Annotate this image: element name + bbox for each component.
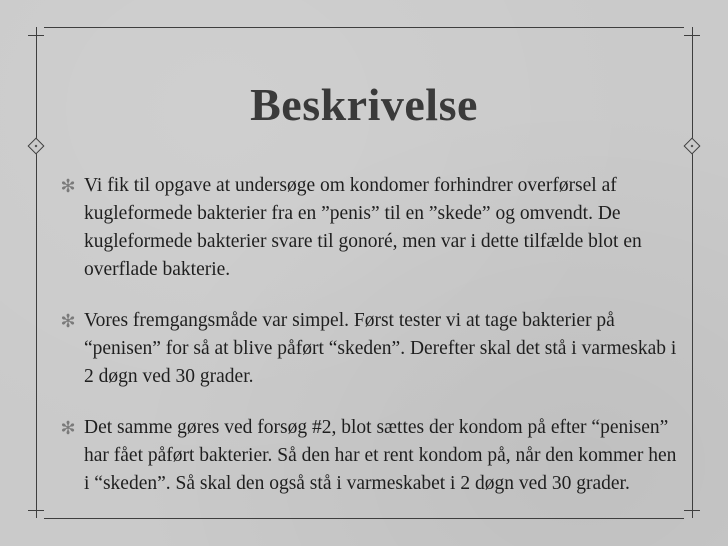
bullet-list [58, 172, 678, 521]
bullet-text: Vi fik til opgave at undersøge om kondomer forhindrer overførsel af kugleformede bakterier fra en ”penis” til en ”skede” og omvendt. De kugleformede bakterier svare til gonoré, men var i dette tilfælde blot en overflade bakterie. [84, 175, 642, 280]
asterisk-bullet-icon: ✻ [60, 311, 76, 331]
bullet-item [58, 414, 678, 498]
bullet-item [58, 307, 678, 391]
frame-corner-tick [28, 510, 44, 511]
bullet-item [58, 172, 678, 284]
left-diamond-ornament-icon [28, 138, 45, 155]
bullet-text: Vores fremgangsmåde var simpel. Først tester vi at tage bakterier på “penisen” for så at blive påført “skeden”. Derefter skal det stå i varmeskab i 2 døgn ved 30 grader. [84, 310, 677, 387]
asterisk-bullet-icon: ✻ [60, 418, 76, 438]
asterisk-bullet-icon: ✻ [60, 176, 76, 196]
right-diamond-ornament-icon [684, 138, 701, 155]
slide-title: Beskrivelse [250, 79, 478, 130]
frame-corner-tick [684, 510, 700, 511]
frame-corner-tick [28, 35, 44, 36]
bullet-text: Det samme gøres ved forsøg #2, blot sættes der kondom på efter “penisen” har fået påført bakterier. Så den har et rent kondom på, når den kommer hen i “skeden”. Så skal den også stå i varmeskabet i 2 døgn ved 30 grader. [84, 417, 677, 494]
frame-corner-tick [684, 35, 700, 36]
frame-top-line [44, 27, 684, 28]
